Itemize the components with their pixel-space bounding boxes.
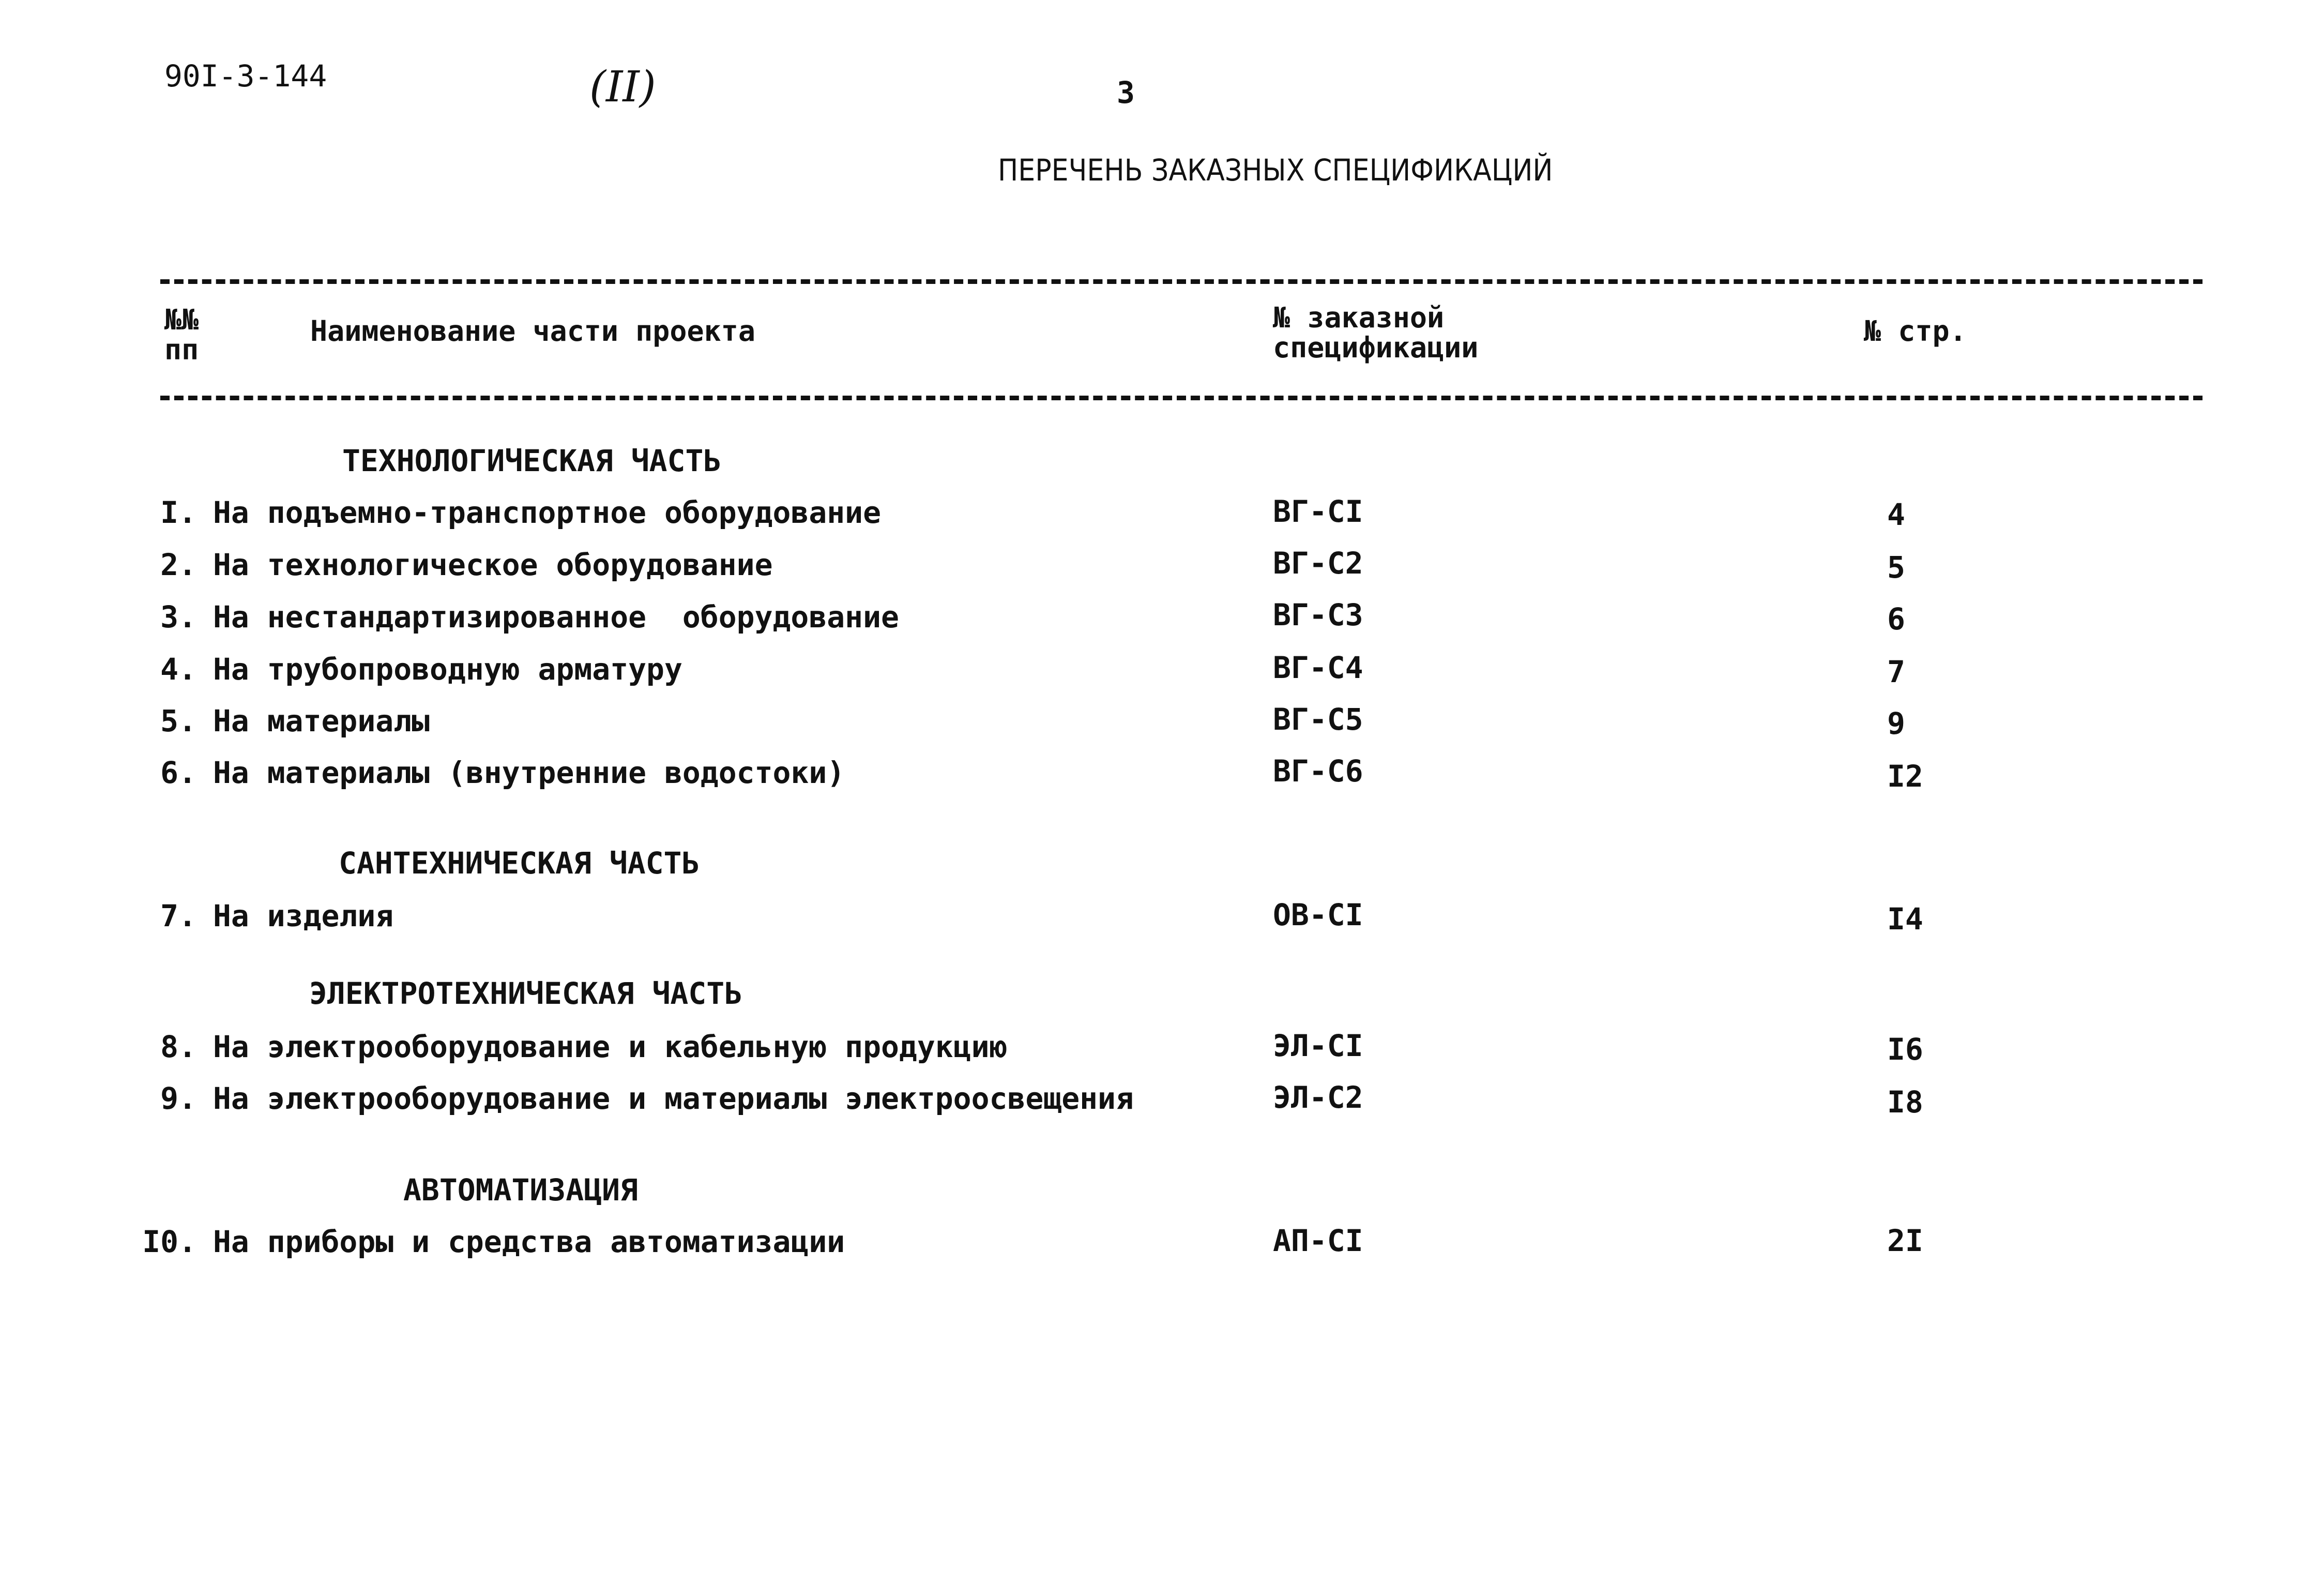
- row-page: 5: [1887, 550, 1905, 585]
- row-name: На подъемно-транспортное оборудование: [213, 495, 882, 530]
- row-name: На технологическое оборудование: [213, 547, 773, 582]
- row-spec-code: ВГ-С4: [1273, 650, 1363, 685]
- row-name: На материалы: [213, 703, 430, 739]
- section-title: ЭЛЕКТРОТЕХНИЧЕСКАЯ ЧАСТЬ: [309, 976, 743, 1011]
- row-spec-code: ВГ-С3: [1273, 597, 1363, 632]
- row-spec-code: ВГ-СI: [1273, 494, 1363, 529]
- row-page: 6: [1887, 601, 1905, 637]
- row-spec-code: ВГ-С5: [1273, 702, 1363, 737]
- document-title: ПЕРЕЧЕНЬ ЗАКАЗНЫХ СПЕЦИФИКАЦИЙ: [998, 153, 1553, 188]
- table-top-rule: [160, 279, 2203, 284]
- section-title: САНТЕХНИЧЕСКАЯ ЧАСТЬ: [339, 846, 700, 881]
- row-number: I.: [160, 495, 196, 530]
- row-name: На электрооборудование и материалы электроосвещения: [213, 1081, 1134, 1116]
- row-name: На нестандартизированное оборудование: [213, 599, 899, 635]
- column-header-page: № стр.: [1864, 314, 1967, 348]
- row-spec-code: ВГ-С6: [1273, 754, 1363, 789]
- row-page: I8: [1887, 1084, 1923, 1120]
- row-number: 4.: [160, 652, 196, 687]
- row-name: На изделия: [213, 898, 394, 933]
- row-name: На материалы (внутренние водостоки): [213, 755, 845, 790]
- row-number: 5.: [160, 703, 196, 739]
- row-number: I0.: [142, 1224, 196, 1259]
- row-page: I6: [1887, 1032, 1923, 1067]
- row-spec-code: ЭЛ-С2: [1273, 1080, 1363, 1115]
- row-number: 2.: [160, 547, 196, 582]
- row-page: 9: [1887, 706, 1905, 741]
- row-number: 7.: [160, 898, 196, 933]
- table-header-rule: [160, 396, 2203, 400]
- row-number: 9.: [160, 1081, 196, 1116]
- row-number: 6.: [160, 755, 196, 790]
- row-number: 3.: [160, 599, 196, 635]
- column-header-name: Наименование части проекта: [310, 314, 755, 348]
- row-number: 8.: [160, 1029, 196, 1064]
- row-page: 4: [1887, 497, 1905, 532]
- row-page: I2: [1887, 759, 1923, 794]
- section-title: АВТОМАТИЗАЦИЯ: [403, 1172, 638, 1208]
- document-code: 90I-3-144: [164, 58, 327, 94]
- row-page: 7: [1887, 654, 1905, 689]
- page-number: 3: [1117, 75, 1135, 110]
- row-name: На электрооборудование и кабельную продукцию: [213, 1029, 1008, 1064]
- section-title: ТЕХНОЛОГИЧЕСКАЯ ЧАСТЬ: [342, 443, 722, 478]
- row-name: На приборы и средства автоматизации: [213, 1224, 845, 1259]
- column-header-num: №№ пп: [164, 303, 199, 366]
- column-header-spec: № заказной спецификации: [1273, 301, 1479, 364]
- row-spec-code: ВГ-С2: [1273, 546, 1363, 581]
- sheet-mark: (II): [589, 63, 656, 112]
- row-page: 2I: [1887, 1223, 1923, 1258]
- row-page: I4: [1887, 901, 1923, 937]
- row-spec-code: ЭЛ-СI: [1273, 1028, 1363, 1063]
- row-name: На трубопроводную арматуру: [213, 652, 682, 687]
- row-spec-code: ОВ-СI: [1273, 897, 1363, 932]
- row-spec-code: АП-СI: [1273, 1223, 1363, 1258]
